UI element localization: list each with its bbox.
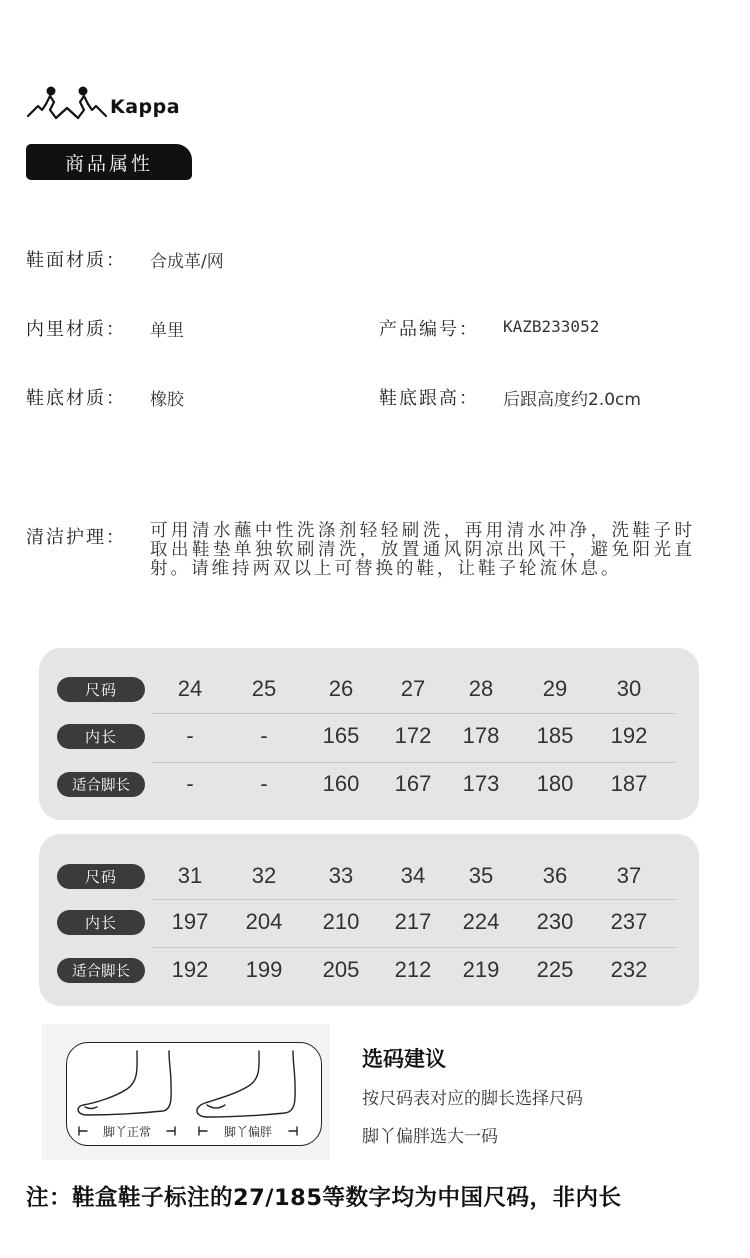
row-label-inner-length: 内长 — [57, 724, 145, 749]
size-advice-line-2: 脚丫偏胖选大一码 — [362, 1127, 498, 1147]
table-cell: 30 — [616, 676, 642, 701]
size-advice-title: 选码建议 — [362, 1047, 446, 1071]
product-code-value: KAZB233052 — [503, 317, 600, 336]
table-cell: 37 — [616, 863, 642, 888]
table-cell: 219 — [462, 957, 500, 982]
table-cell: 230 — [536, 909, 574, 934]
table-cell: 217 — [394, 909, 432, 934]
row-label-size: 尺码 — [57, 864, 145, 889]
table-cell: 199 — [245, 957, 283, 982]
care-label: 清洁护理： — [26, 527, 126, 548]
table-cell: 187 — [610, 771, 648, 796]
table-cell: 24 — [177, 676, 203, 701]
table-cell: 25 — [251, 676, 277, 701]
size-table-1 — [39, 648, 699, 820]
row-label-inner-length: 内长 — [57, 910, 145, 935]
inner-length-row — [39, 898, 699, 946]
size-table-2 — [39, 834, 699, 1006]
row-label-foot-length: 适合脚长 — [57, 958, 145, 983]
table-cell: - — [260, 723, 268, 748]
table-cell: 210 — [322, 909, 360, 934]
table-cell: 178 — [462, 723, 500, 748]
lining-material-label: 内里材质： — [26, 319, 126, 340]
table-cell: 36 — [542, 863, 568, 888]
brand-wordmark: Kappa — [110, 96, 181, 118]
foot-diagram-frame — [66, 1042, 322, 1146]
row-label-foot-length: 适合脚长 — [57, 772, 145, 797]
normal-foot-label: 脚丫正常 — [103, 1125, 152, 1139]
table-cell: 232 — [610, 957, 648, 982]
size-row — [39, 665, 699, 713]
table-cell: 212 — [394, 957, 432, 982]
table-cell: - — [260, 771, 268, 796]
table-cell: 160 — [322, 771, 360, 796]
row-label-size: 尺码 — [57, 677, 145, 702]
kappa-logo — [26, 80, 206, 122]
heel-height-label: 鞋底跟高： — [379, 388, 479, 409]
table-cell: 204 — [245, 909, 283, 934]
care-instructions: 可用清水蘸中性洗涤剂轻轻刷洗，再用清水冲净，洗鞋子时取出鞋垫单独软刷清洗，放置通风阴凉出风干，避免阳光直射。请维持两双以上可替换的鞋，让鞋子轮流休息。 — [150, 521, 695, 579]
size-advice-line-1: 按尺码表对应的脚长选择尺码 — [362, 1089, 583, 1109]
product-code-label: 产品编号： — [379, 319, 479, 340]
foot-length-row — [39, 946, 699, 994]
foot-length-row — [39, 760, 699, 808]
size-footnote: 注：鞋盒鞋子标注的27/185等数字均为中国尺码，非内长 — [26, 1185, 622, 1211]
table-cell: 172 — [394, 723, 432, 748]
table-cell: 33 — [328, 863, 354, 888]
table-cell: 26 — [328, 676, 354, 701]
table-cell: 192 — [171, 957, 209, 982]
table-cell: - — [186, 771, 194, 796]
wide-foot-label: 脚丫偏胖 — [224, 1125, 273, 1139]
sole-material-value: 橡胶 — [150, 390, 184, 410]
table-cell: 31 — [177, 863, 203, 888]
table-cell: 185 — [536, 723, 574, 748]
table-cell: - — [186, 723, 194, 748]
table-cell: 34 — [400, 863, 426, 888]
table-cell: 173 — [462, 771, 500, 796]
section-title-tag: 商品属性 — [26, 144, 192, 180]
table-cell: 29 — [542, 676, 568, 701]
table-cell: 165 — [322, 723, 360, 748]
table-cell: 180 — [536, 771, 574, 796]
table-cell: 224 — [462, 909, 500, 934]
foot-shape-diagram — [42, 1024, 330, 1160]
table-cell: 28 — [468, 676, 494, 701]
inner-length-row — [39, 712, 699, 760]
table-cell: 225 — [536, 957, 574, 982]
table-cell: 167 — [394, 771, 432, 796]
size-row — [39, 852, 699, 900]
upper-material-label: 鞋面材质： — [26, 250, 126, 271]
omini-silhouette-icon — [26, 80, 110, 122]
table-cell: 237 — [610, 909, 648, 934]
table-cell: 27 — [400, 676, 426, 701]
table-cell: 205 — [322, 957, 360, 982]
upper-material-value: 合成革/网 — [150, 252, 224, 272]
sole-material-label: 鞋底材质： — [26, 388, 126, 409]
lining-material-value: 单里 — [150, 321, 184, 341]
table-cell: 192 — [610, 723, 648, 748]
table-cell: 35 — [468, 863, 494, 888]
table-cell: 32 — [251, 863, 277, 888]
table-cell: 197 — [171, 909, 209, 934]
heel-height-value: 后跟高度约2.0cm — [503, 390, 641, 410]
